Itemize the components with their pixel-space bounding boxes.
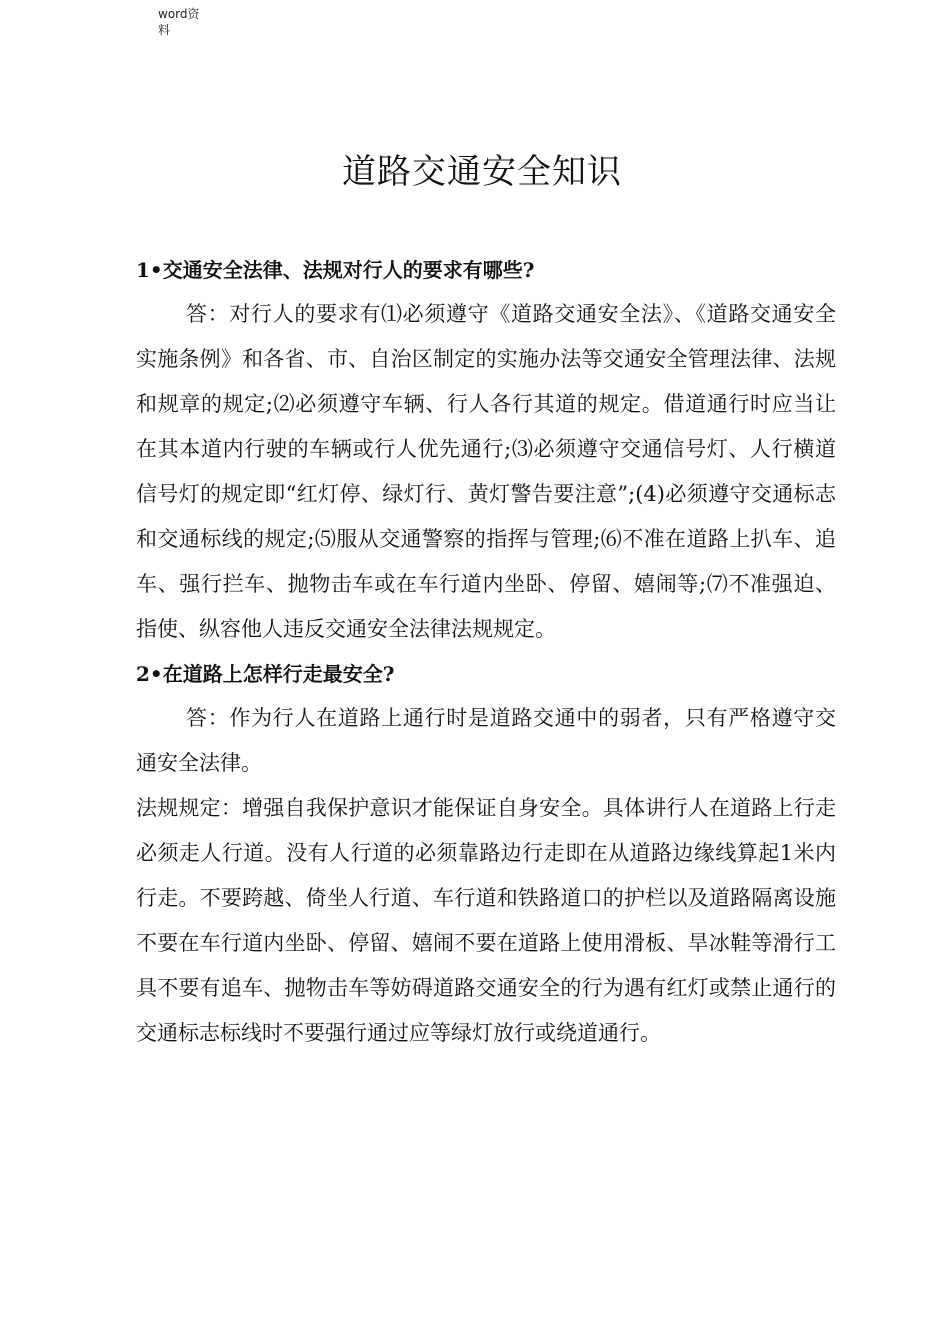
document-title: 道路交通安全知识 xyxy=(342,152,622,192)
document-body xyxy=(136,248,836,1056)
section-2-heading: 2•在道路上怎样行走最安全? xyxy=(136,662,395,686)
section-2-extra: 法规规定：增强自我保护意识才能保证自身安全。具体讲行人在道路上行走必须走人行道。没有人行道的必须靠路边行走即在从道路边缘线算起1米内行走。不要跨越、倚坐人行道、车行道和铁路道口的护栏以及道路隔离设施不要在车行道内坐卧、停留、嬉闹不要在道路上使用滑板、旱冰鞋等滑行工具不要有追车、抛物击车等妨碍道路交通安全的行为遇有红灯或禁止通行的交通标志标线时不要强行通过应等绿灯放行或绕道通行。 xyxy=(136,796,836,1045)
section-1-heading: 1•交通安全法律、法规对行人的要求有哪些? xyxy=(136,258,535,282)
section-1-answer: 答：对行人的要求有⑴必须遵守《道路交通安全法》、《道路交通安全实施条例》和各省、市、自治区制定的实施办法等交通安全管理法律、法规和规章的规定;⑵必须遵守车辆、行人各行其道的规定。借道通行时应当让在其本道内行驶的车辆或行人优先通行;⑶必须遵守交通信号灯、人行横道信号灯的规定即“红灯停、绿灯行、黄灯警告要注意”;(4)必须遵守交通标志和交通标线的规定;⑸服从交通警察的指挥与管理;⑹不准在道路上扒车、追车、强行拦车、抛物击车或在车行道内坐卧、停留、嬉闹等;⑺不准强迫、指使、纵容他人违反交通安全法律法规规定。 xyxy=(136,302,836,641)
section-2-answer: 答：作为行人在道路上通行时是道路交通中的弱者，只有严格遵守交通安全法律。 xyxy=(136,706,836,775)
header-tag: word资料 xyxy=(158,7,200,37)
